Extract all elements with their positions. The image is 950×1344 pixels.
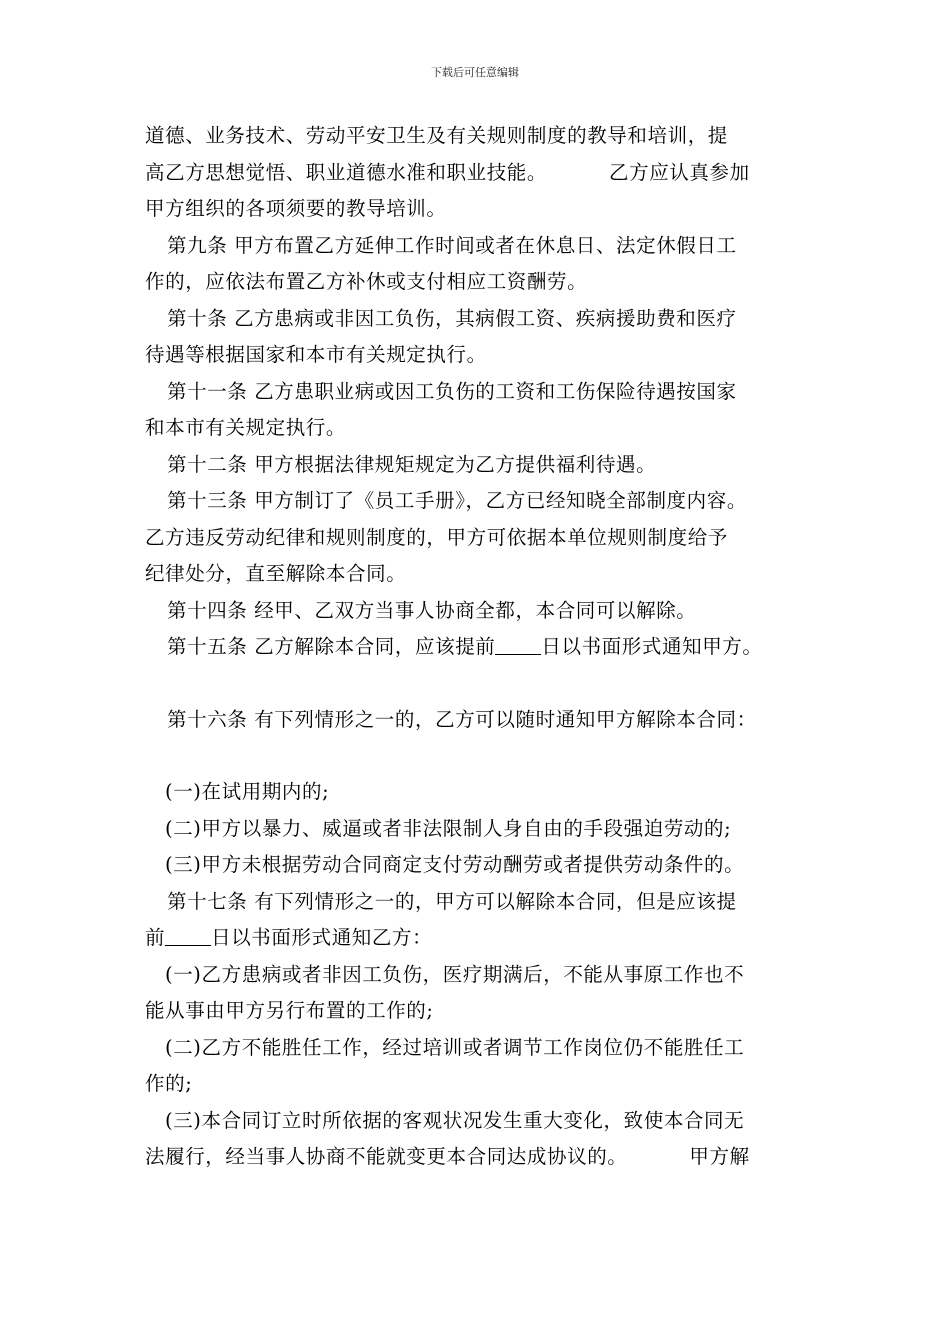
text-line	[145, 920, 825, 957]
text-segment: 日以书面形式通知甲方。	[541, 635, 763, 658]
text-line: 待遇等根据国家和本市有关规定执行。	[145, 343, 487, 366]
text-segment: 法履行，经当事人协商不能就变更本合同达成协议的。	[145, 1145, 628, 1168]
text-segment: 甲方解	[689, 1145, 750, 1168]
article-11: 第十一条 乙方患职业病或因工负伤的工资和工伤保险待遇按国家	[167, 379, 737, 403]
fill-in-blank	[165, 925, 211, 946]
text-segment: 高乙方思想觉悟、职业道德水准和职业技能。	[145, 160, 548, 184]
list-item: (三)本合同订立时所依据的客观状况发生重大变化，致使本合同无	[165, 1108, 745, 1132]
text-line: 甲方组织的各项须要的教导培训。	[145, 197, 447, 220]
text-line: 作的;	[145, 1072, 193, 1095]
article-13: 第十三条 甲方制订了《员工手册》，乙方已经知晓全部制度内容。	[167, 489, 747, 512]
text-line: 和本市有关规定执行。	[145, 416, 347, 439]
text-segment: 前	[145, 926, 166, 949]
list-item: (一)乙方患病或者非因工负伤，医疗期满后，不能从事原工作也不	[165, 962, 745, 986]
article-9: 第九条 甲方布置乙方延伸工作时间或者在休息日、法定休假日工	[167, 233, 737, 257]
text-segment: 第十五条 乙方解除本合同，应该提前	[167, 635, 496, 658]
text-line	[145, 1139, 825, 1176]
page-header: 下载后可任意编辑	[431, 66, 519, 79]
list-item: (三)甲方未根据劳动合同商定支付劳动酬劳或者提供劳动条件的。	[165, 853, 745, 876]
document-body	[145, 118, 825, 1176]
text-line: 能从事由甲方另行布置的工作的;	[145, 999, 434, 1022]
text-line: 乙方违反劳动纪律和规则制度的，甲方可依据本单位规则制度给予	[145, 525, 728, 549]
article-17: 第十七条 有下列情形之一的，甲方可以解除本合同，但是应该提	[167, 889, 737, 913]
text-segment: 乙方应认真参加	[609, 160, 750, 184]
list-item: (二)乙方不能胜任工作，经过培训或者调节工作岗位仍不能胜任工	[165, 1035, 745, 1059]
text-line: 道德、业务技术、劳动平安卫生及有关规则制度的教导和培训，提	[145, 124, 728, 147]
text-line: 纪律处分，直至解除本合同。	[145, 562, 407, 585]
list-item: (一)在试用期内的;	[165, 780, 330, 803]
text-line	[145, 155, 825, 192]
text-line: 作的，应依法布置乙方补休或支付相应工资酬劳。	[145, 270, 588, 293]
article-12: 第十二条 甲方根据法律规矩规定为乙方提供福利待遇。	[167, 452, 657, 476]
text-segment: 日以书面形式通知乙方：	[211, 926, 433, 949]
article-10: 第十条 乙方患病或非因工负伤，其病假工资、疾病援助费和医疗	[167, 306, 737, 330]
article-16: 第十六条 有下列情形之一的，乙方可以随时通知甲方解除本合同：	[167, 707, 757, 731]
fill-in-blank	[495, 634, 541, 655]
article-15	[145, 629, 825, 666]
list-item: (二)甲方以暴力、威逼或者非法限制人身自由的手段强迫劳动的;	[165, 816, 732, 840]
article-14: 第十四条 经甲、乙双方当事人协商全都，本合同可以解除。	[167, 598, 697, 622]
